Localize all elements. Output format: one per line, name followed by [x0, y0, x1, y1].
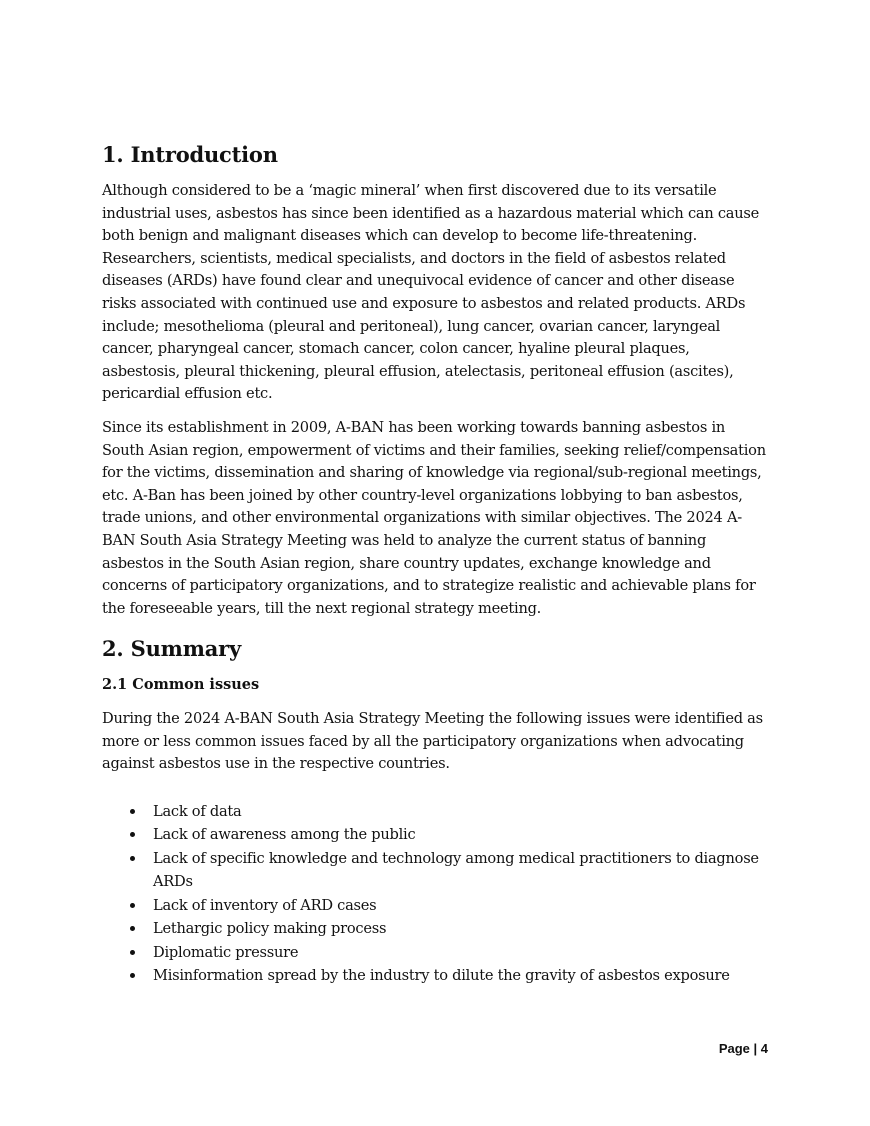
bullet-icon — [130, 950, 135, 955]
introduction-paragraph-1: Although considered to be a ‘magic mineral’ when first discovered due to its versatile industrial uses, asbestos has since been identified as a hazardous material which can cause both benign and malignant diseases which can develop to become life-threatening. Researchers, scientists, medical specialists, and doctors in the field of asbestos related diseases (ARDs) have found clear and unequivocal evidence of cancer and other disease risks associated with continued use and exposure to asbestos and related products. ARDs include; mesothelioma (pleural and peritoneal), lung cancer, ovarian cancer, laryngeal cancer, pharyngeal cancer, stomach cancer, colon cancer, hyaline pleural plaques, asbestosis, pleural thickening, pleural effusion, atelectasis, peritoneal effusion (ascites), pericardial effusion etc. — [102, 182, 759, 403]
list-item — [102, 964, 770, 987]
list-item-text: Lack of data — [153, 803, 242, 821]
list-item — [102, 941, 770, 964]
list-item — [102, 894, 770, 917]
common-issues-subheading: 2.1 Common issues — [102, 676, 260, 694]
introduction-heading: 1. Introduction — [102, 142, 278, 167]
bullet-icon — [130, 856, 135, 861]
introduction-paragraph-2: Since its establishment in 2009, A-BAN has been working towards banning asbestos in South Asian region, empowerment of victims and their families, seeking relief/compensation for the victims, dissemination and sharing of knowledge via regional/sub-regional meetings, etc. A-Ban has been joined by other country-level organizations lobbying to ban asbestos, trade unions, and other environmental organizations with similar objectives. The 2024 A-BAN South Asia Strategy Meeting was held to analyze the current status of banning asbestos in the South Asian region, share country updates, exchange knowledge and concerns of participatory organizations, and to strategize realistic and achievable plans for the foreseeable years, till the next regional strategy meeting. — [102, 418, 766, 617]
summary-heading: 2. Summary — [102, 636, 241, 662]
list-item — [102, 917, 770, 940]
list-item-text: Misinformation spread by the industry to dilute the gravity of asbestos exposure — [153, 966, 730, 984]
page-number: Page | 4 — [718, 1041, 768, 1056]
list-item — [102, 823, 770, 846]
bullet-icon — [130, 809, 135, 814]
list-item-text: Lack of inventory of ARD cases — [153, 896, 377, 914]
page-content — [102, 140, 770, 987]
list-item-text: Lack of specific knowledge and technology among medical practitioners to diagnose ARDs — [153, 849, 759, 891]
bullet-icon — [130, 926, 135, 931]
list-item-text: Diplomatic pressure — [153, 943, 299, 961]
bullet-icon — [130, 903, 135, 908]
bullet-icon — [130, 832, 135, 837]
common-issues-intro: During the 2024 A-BAN South Asia Strategy Meeting the following issues were identified as more or less common issues faced by all the participatory organizations when advocating against asbestos use in the respective countries. — [102, 710, 763, 773]
bullet-icon — [130, 973, 135, 978]
list-item-text: Lack of awareness among the public — [153, 826, 416, 844]
common-issues-list — [102, 800, 770, 987]
list-item — [102, 847, 770, 894]
list-item — [102, 800, 770, 823]
list-item-text: Lethargic policy making process — [153, 920, 387, 938]
